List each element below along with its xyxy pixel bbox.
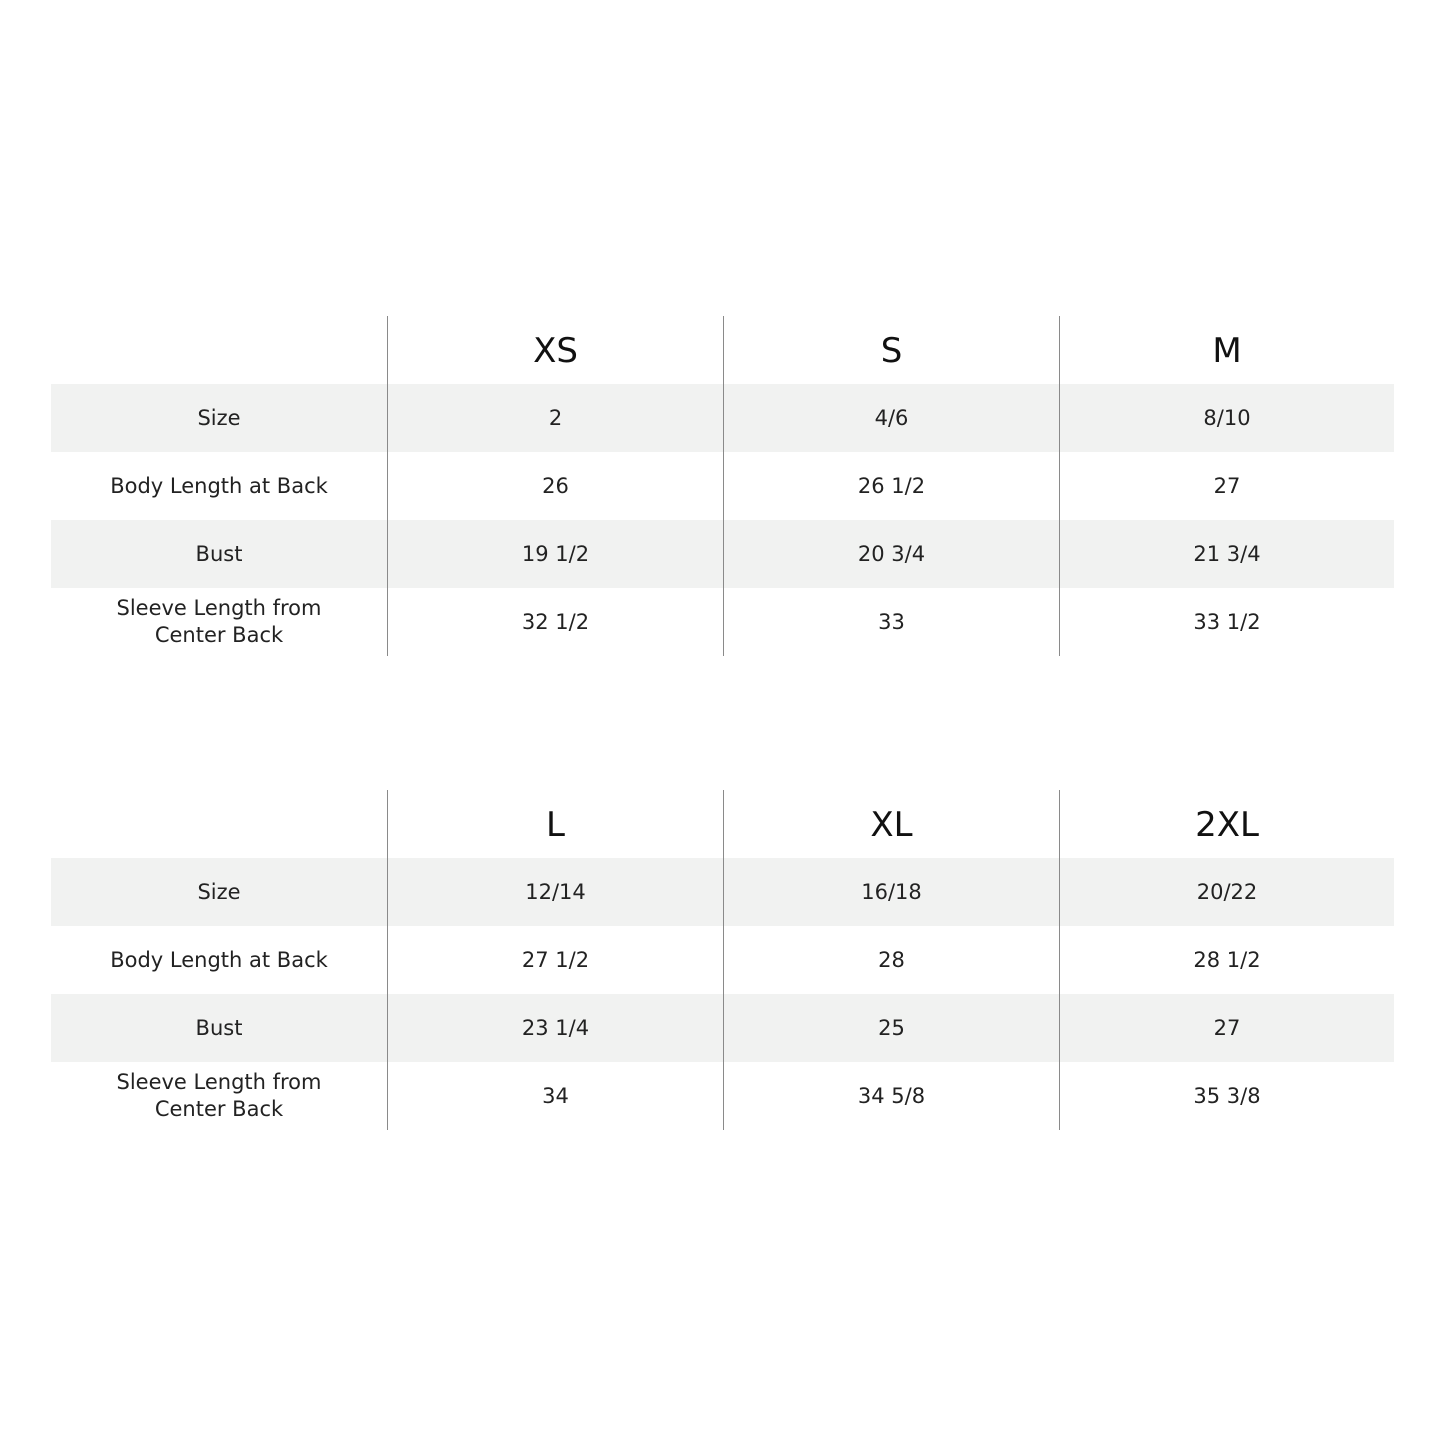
size-chart-table (51, 316, 1394, 656)
table-cell: 28 1/2 (1059, 926, 1394, 994)
row-label: Sleeve Length from Center Back (116, 1070, 322, 1121)
table-cell: 33 1/2 (1059, 588, 1394, 656)
table-cell: 20 3/4 (723, 520, 1059, 588)
table-cell: 27 1/2 (387, 926, 723, 994)
row-label: Body Length at Back (110, 473, 328, 498)
size-header: L (387, 790, 723, 858)
table-cell: 26 1/2 (723, 452, 1059, 520)
table-cell: 16/18 (723, 858, 1059, 926)
table-cell: 33 (723, 588, 1059, 656)
table-cell: 32 1/2 (387, 588, 723, 656)
table-row (51, 588, 1394, 656)
row-label: Body Length at Back (110, 947, 328, 972)
table-row (51, 1062, 1394, 1130)
table-cell: 25 (723, 994, 1059, 1062)
table-cell: 28 (723, 926, 1059, 994)
table-cell: 26 (387, 452, 723, 520)
table-cell: 27 (1059, 994, 1394, 1062)
row-label: Size (197, 879, 241, 904)
size-header: XS (387, 316, 723, 384)
size-header: 2XL (1059, 790, 1394, 858)
table-cell: 23 1/4 (387, 994, 723, 1062)
table-row (51, 520, 1394, 588)
table-row (51, 858, 1394, 926)
table-row (51, 384, 1394, 452)
table-cell: 4/6 (723, 384, 1059, 452)
table-cell: 8/10 (1059, 384, 1394, 452)
size-header: M (1059, 316, 1394, 384)
table-cell: 2 (387, 384, 723, 452)
header-blank-cell (51, 316, 387, 384)
table-cell: 20/22 (1059, 858, 1394, 926)
size-header: XL (723, 790, 1059, 858)
row-label: Sleeve Length from Center Back (116, 596, 322, 647)
size-chart-table (51, 790, 1394, 1130)
table-cell: 35 3/8 (1059, 1062, 1394, 1130)
table-cell: 27 (1059, 452, 1394, 520)
row-label: Bust (195, 1015, 243, 1040)
table-header-row (51, 790, 1394, 858)
table-header-row (51, 316, 1394, 384)
table-cell: 21 3/4 (1059, 520, 1394, 588)
table-cell: 12/14 (387, 858, 723, 926)
table-row (51, 926, 1394, 994)
row-label: Bust (195, 541, 243, 566)
size-header: S (723, 316, 1059, 384)
table-cell: 34 5/8 (723, 1062, 1059, 1130)
row-label: Size (197, 405, 241, 430)
table-cell: 34 (387, 1062, 723, 1130)
header-blank-cell (51, 790, 387, 858)
table-cell: 19 1/2 (387, 520, 723, 588)
table-row (51, 452, 1394, 520)
table-row (51, 994, 1394, 1062)
